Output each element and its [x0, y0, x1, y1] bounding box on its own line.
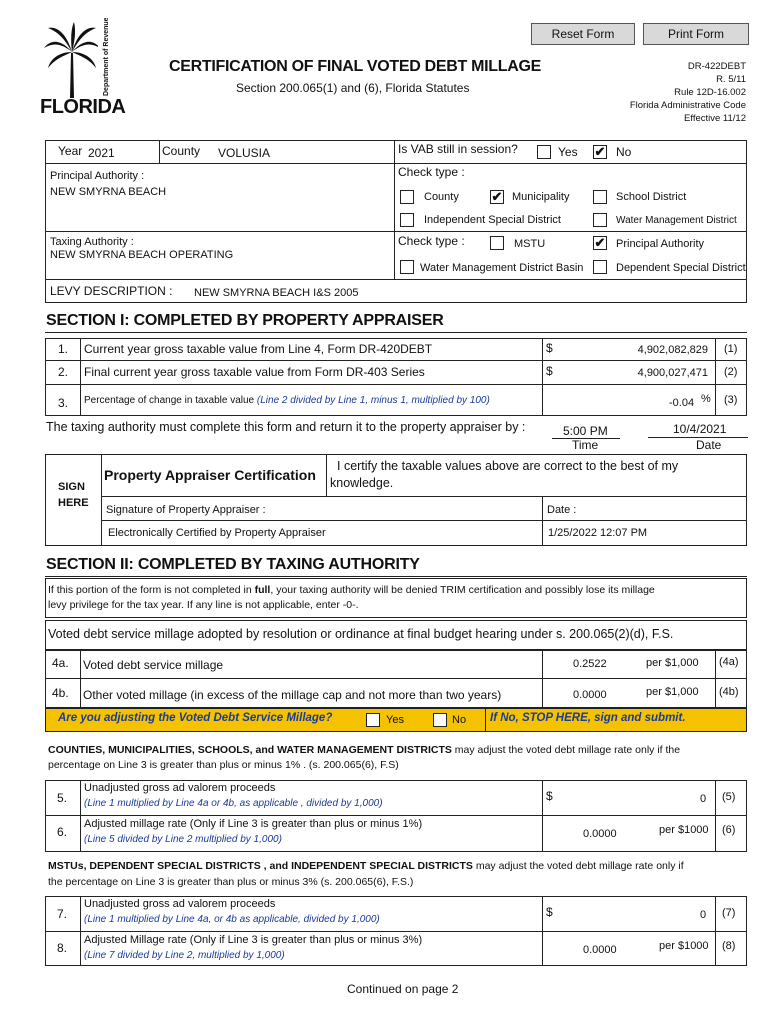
line-7-note: (Line 1 multiplied by Line 4a, or 4b as applicable, divided by 1,000): [84, 914, 380, 925]
counties-bold: COUNTIES, MUNICIPALITIES, SCHOOLS, and WATER MANAGEMENT DISTRICTS: [48, 744, 452, 756]
dependent-special-district-checkbox[interactable]: [593, 260, 607, 274]
line-8-number: 8.: [57, 941, 68, 955]
line-2-value[interactable]: 4,900,027,471: [637, 367, 708, 379]
line-5-ref: (5): [722, 791, 736, 803]
year-label: Year: [58, 144, 83, 158]
mstu-text-line-1: [48, 860, 684, 872]
line-5-label: Unadjusted gross ad valorem proceeds: [84, 782, 276, 794]
deadline-date-label: Date: [696, 438, 722, 452]
line-8-label: Adjusted Millage rate (Only if Line 3 is greater than plus or minus 3%): [84, 934, 423, 946]
line-3-label-text: Percentage of change in taxable value: [84, 395, 255, 406]
counties-text-line-2: percentage on Line 3 is greater than plus or minus 1% . (s. 200.065(6), F.S): [48, 759, 399, 771]
principal-authority-field[interactable]: NEW SMYRNA BEACH: [50, 186, 167, 198]
form-id: DR-422DEBT: [687, 61, 746, 72]
mstu-bold: MSTUs, DEPENDENT SPECIAL DISTRICTS , and INDEPENDENT SPECIAL DISTRICTS: [48, 860, 473, 872]
section-1-title: SECTION I: COMPLETED BY PROPERTY APPRAISER: [46, 312, 444, 329]
here-label: HERE: [58, 497, 89, 509]
principal-authority-option-label: Principal Authority: [616, 238, 705, 250]
water-management-district-checkbox[interactable]: [593, 213, 607, 227]
section-2-title: SECTION II: COMPLETED BY TAXING AUTHORITY: [46, 556, 420, 573]
line-1-ref: (1): [724, 343, 738, 355]
line-3-ref: (3): [724, 394, 738, 406]
line-8-ref: (8): [722, 940, 736, 952]
line-4b-label: Other voted millage (in excess of the millage cap and not more than two years): [83, 688, 502, 702]
line-6-value[interactable]: 0.0000: [583, 828, 617, 840]
check-type-label-2: Check type :: [398, 234, 465, 248]
line-6-ref: (6): [722, 824, 736, 836]
school-district-option-label: School District: [616, 191, 687, 203]
continued-note: Continued on page 2: [347, 982, 459, 996]
school-district-checkbox[interactable]: [593, 190, 607, 204]
levy-description-label: LEVY DESCRIPTION :: [50, 284, 173, 298]
pa-cert-text-2: knowledge.: [330, 476, 394, 490]
isd-option-label: Independent Special District: [424, 214, 561, 226]
vab-no-checkbox[interactable]: ✔: [594, 144, 606, 159]
section-2-warning-line-1: [48, 584, 655, 596]
form-subtitle: Section 200.065(1) and (6), Florida Statutes: [236, 81, 470, 95]
county-field[interactable]: VOLUSIA: [218, 146, 271, 160]
line-1-number: 1.: [58, 342, 69, 356]
levy-description-field[interactable]: NEW SMYRNA BEACH I&S 2005: [194, 287, 359, 299]
line-8-value[interactable]: 0.0000: [583, 944, 617, 956]
form-revision: R. 5/11: [716, 74, 746, 85]
taxing-authority-label: Taxing Authority :: [50, 236, 134, 248]
line-6-note: (Line 5 divided by Line 2 multiplied by 1,000): [84, 834, 282, 845]
dsd-option-label: Dependent Special District: [616, 262, 746, 274]
vab-no-label: No: [616, 145, 632, 159]
pa-signature-field[interactable]: Electronically Certified by Property Appraiser: [108, 527, 326, 539]
adjust-no-checkbox[interactable]: [433, 713, 447, 727]
form-metadata: [630, 60, 746, 125]
taxing-authority-field[interactable]: NEW SMYRNA BEACH OPERATING: [50, 249, 234, 261]
independent-special-district-checkbox[interactable]: [400, 213, 414, 227]
svg-text:Department of Revenue: Department of Revenue: [103, 18, 110, 96]
warn-text-c: , your taxing authority will be denied TRIM certification and possibly lose its millage: [270, 584, 655, 596]
adjust-stop-text: If No, STOP HERE, sign and submit.: [490, 712, 686, 724]
line-4b-ref: (4b): [719, 686, 739, 698]
line-4b-value[interactable]: 0.0000: [573, 689, 607, 701]
line-4a-per: per $1,000: [646, 657, 699, 669]
county-checkbox[interactable]: [400, 190, 414, 204]
adjust-question: Are you adjusting the Voted Debt Service Millage?: [58, 712, 333, 724]
line-7-label: Unadjusted gross ad valorem proceeds: [84, 898, 276, 910]
municipality-option-label: Municipality: [512, 191, 570, 203]
form-title: CERTIFICATION OF FINAL VOTED DEBT MILLAGE: [169, 58, 541, 75]
mstu-rest: may adjust the voted debt millage rate only if: [472, 860, 684, 872]
line-2-dollar: $: [546, 364, 553, 378]
line-6-per: per $1000: [659, 824, 709, 836]
line-5-number: 5.: [57, 791, 68, 805]
line-2-ref: (2): [724, 366, 738, 378]
vab-yes-label: Yes: [558, 145, 578, 159]
line-4b-number: 4b.: [52, 686, 69, 700]
line-4b-per: per $1,000: [646, 686, 699, 698]
pa-certification-title: Property Appraiser Certification: [104, 467, 316, 483]
line-3-label: [84, 395, 490, 406]
wmd-basin-option-label: Water Management District Basin: [420, 262, 584, 274]
vab-yes-checkbox[interactable]: [537, 145, 551, 159]
pa-date-field[interactable]: 1/25/2022 12:07 PM: [548, 527, 648, 539]
mstu-option-label: MSTU: [514, 238, 546, 250]
print-form-button[interactable]: Print Form: [643, 23, 749, 45]
line-8-per: per $1000: [659, 940, 709, 952]
warn-text-full: full: [254, 584, 271, 596]
deadline-date-field[interactable]: 10/4/2021: [673, 422, 727, 436]
line-3-unit: %: [701, 393, 711, 405]
form-code: Florida Administrative Code: [629, 100, 746, 111]
sign-label: SIGN: [58, 481, 85, 493]
municipality-checkbox[interactable]: ✔: [491, 189, 503, 204]
wmd-option-label: Water Management District: [616, 215, 737, 226]
adjust-no-label: No: [452, 714, 467, 726]
line-5-dollar: $: [546, 789, 553, 803]
check-type-label-1: Check type :: [398, 165, 465, 179]
line-1-label: Current year gross taxable value from Line 4, Form DR-420DEBT: [84, 342, 433, 356]
line-2-label: Final current year gross taxable value from Form DR-403 Series: [84, 365, 425, 379]
line-6-label: Adjusted millage rate (Only if Line 3 is greater than plus or minus 1%): [84, 818, 423, 830]
pa-cert-text-1: I certify the taxable values above are correct to the best of my: [337, 459, 679, 473]
line-7-number: 7.: [57, 907, 68, 921]
counties-text-line-1: [48, 744, 680, 756]
line-1-value[interactable]: 4,902,082,829: [637, 344, 708, 356]
line-4a-number: 4a.: [52, 656, 69, 670]
line-8-note: (Line 7 divided by Line 2, multiplied by 1,000): [84, 950, 285, 961]
voted-millage-text: Voted debt service millage adopted by resolution or ordinance at final budget hearing under s. 200.065(2)(d), F.S.: [48, 627, 674, 641]
line-5-note: (Line 1 multiplied by Line 4a or 4b, as applicable , divided by 1,000): [84, 798, 383, 809]
adjust-yes-label: Yes: [386, 714, 404, 726]
form-effective: Effective 11/12: [684, 113, 746, 124]
line-4a-label: Voted debt service millage: [83, 658, 224, 672]
line-6-number: 6.: [57, 825, 68, 839]
florida-wordmark: FLORIDA: [40, 96, 126, 118]
line-3-number: 3.: [58, 396, 69, 410]
principal-authority-label: Principal Authority :: [50, 170, 145, 182]
counties-rest: may adjust the voted debt millage rate only if the: [451, 744, 681, 756]
vab-question: Is VAB still in session?: [398, 142, 518, 156]
line-7-value[interactable]: 0: [700, 909, 707, 921]
reset-form-button[interactable]: Reset Form: [531, 23, 635, 45]
line-3-value[interactable]: -0.04: [669, 397, 695, 409]
warn-text-a: If this portion of the form is not completed in: [48, 584, 255, 596]
line-7-ref: (7): [722, 907, 736, 919]
county-option-label: County: [424, 191, 459, 203]
section-2-warning-line-2: levy privilege for the tax year. If any line is not applicable, enter -0-.: [48, 599, 359, 611]
form-rule: Rule 12D-16.002: [674, 87, 746, 98]
adjust-yes-checkbox[interactable]: [366, 713, 380, 727]
line-4a-value[interactable]: 0.2522: [573, 658, 607, 670]
deadline-time-field[interactable]: 5:00 PM: [563, 424, 608, 438]
pa-date-label: Date :: [547, 504, 577, 516]
line-7-dollar: $: [546, 905, 553, 919]
mstu-text-line-2: the percentage on Line 3 is greater than plus or minus 3% (s. 200.065(6), F.S.): [48, 876, 414, 888]
line-3-note: (Line 2 divided by Line 1, minus 1, multiplied by 100): [256, 395, 490, 406]
year-field[interactable]: 2021: [88, 146, 115, 160]
return-deadline-text: The taxing authority must complete this form and return it to the property appraiser by :: [46, 420, 526, 434]
line-1-dollar: $: [546, 341, 553, 355]
line-2-number: 2.: [58, 365, 69, 379]
line-5-value[interactable]: 0: [700, 793, 707, 805]
wmd-basin-checkbox[interactable]: [400, 260, 414, 274]
mstu-checkbox[interactable]: [490, 236, 504, 250]
deadline-time-label: Time: [572, 438, 599, 452]
pa-signature-label: Signature of Property Appraiser :: [106, 504, 266, 516]
county-label: County: [162, 144, 201, 158]
line-4a-ref: (4a): [719, 656, 739, 668]
principal-authority-checkbox[interactable]: ✔: [594, 235, 606, 250]
